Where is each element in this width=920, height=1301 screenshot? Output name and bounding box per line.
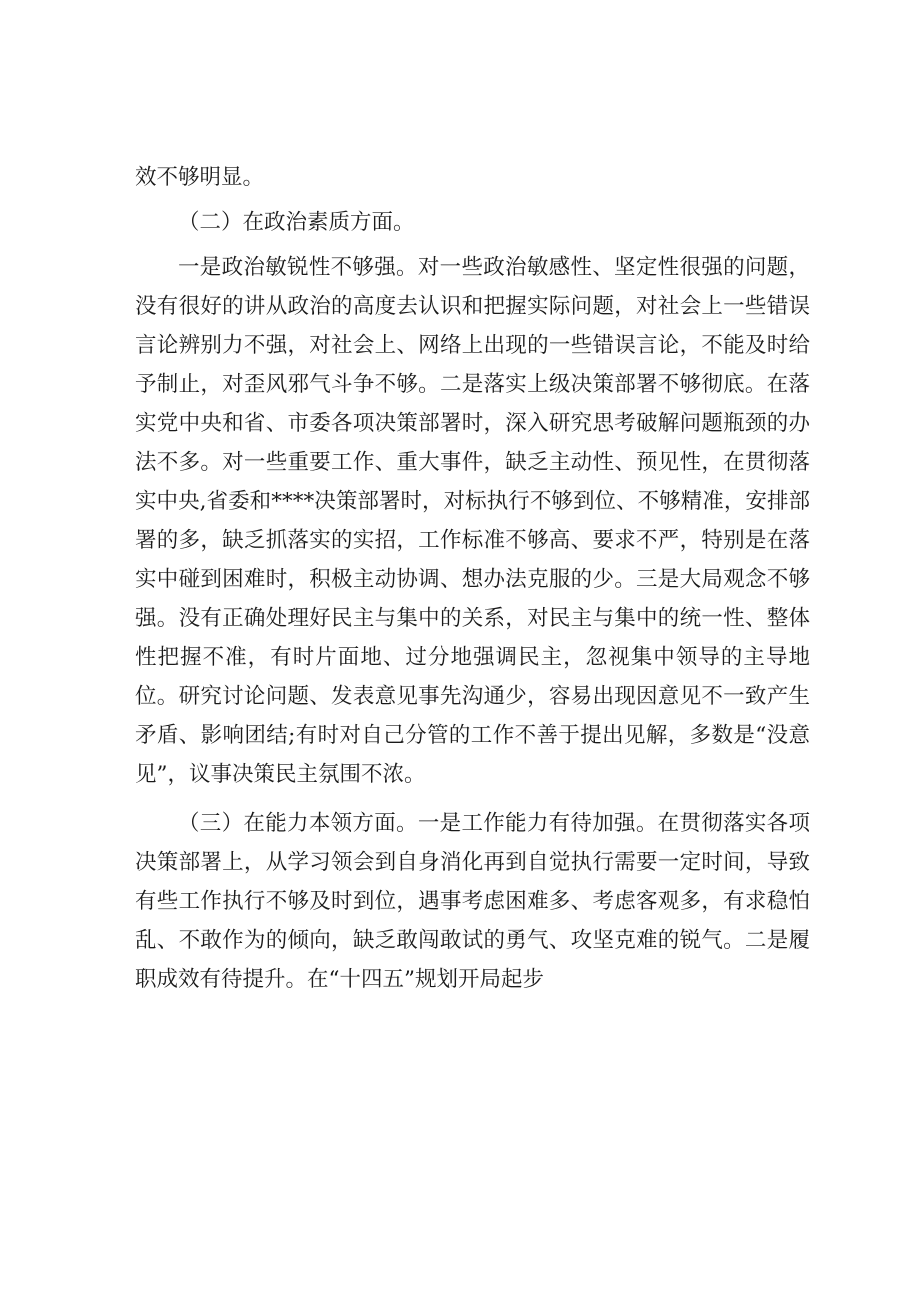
section-heading-political-quality: （二）在政治素质方面。 (178, 210, 415, 235)
paragraph-ability: （三）在能力本领方面。一是工作能力有待加强。在贯彻落实各项决策部署上，从学习领会到自身消化再到自觉执行需要一定时间，导致有些工作执行不够及时到位，遇事考虑困难多、考虑客观多，有求稳怕乱、不敢作为的倾向，缺乏敢闯敢试的勇气、攻坚克难的锐气。二是履职成效有待提升。在“十四五”规划开局起步 (135, 811, 810, 992)
document-body (135, 158, 810, 999)
paragraph-continuation: 效不够明显。 (135, 165, 265, 190)
paragraph-political-quality: 一是政治敏锐性不够强。对一些政治敏感性、坚定性很强的问题，没有很好的讲从政治的高度去认识和把握实际问题，对社会上一些错误言论辨别力不强，对社会上、网络上出现的一些错误言论，不能及时给予制止，对歪风邪气斗争不够。二是落实上级决策部署不够彻底。在落实党中央和省、市委各项决策部署时，深入研究思考破解问题瓶颈的办法不多。对一些重要工作、重大事件，缺乏主动性、预见性，在贯彻落实中央,省委和****决策部署时，对标执行不够到位、不够精准，安排部署的多，缺乏抓落实的实招，工作标准不够高、要求不严，特别是在落实中碰到困难时，积极主动协调、想办法克服的少。三是大局观念不够强。没有正确处理好民主与集中的关系，对民主与集中的统一性、整体性把握不准，有时片面地、过分地强调民主，忽视集中领导的主导地位。研究讨论问题、发表意见事先沟通少，容易出现因意见不一致产生矛盾、影响团结;有时对自己分管的工作不善于提出见解，多数是“没意见”，议事决策民主氛围不浓。 (135, 255, 810, 787)
